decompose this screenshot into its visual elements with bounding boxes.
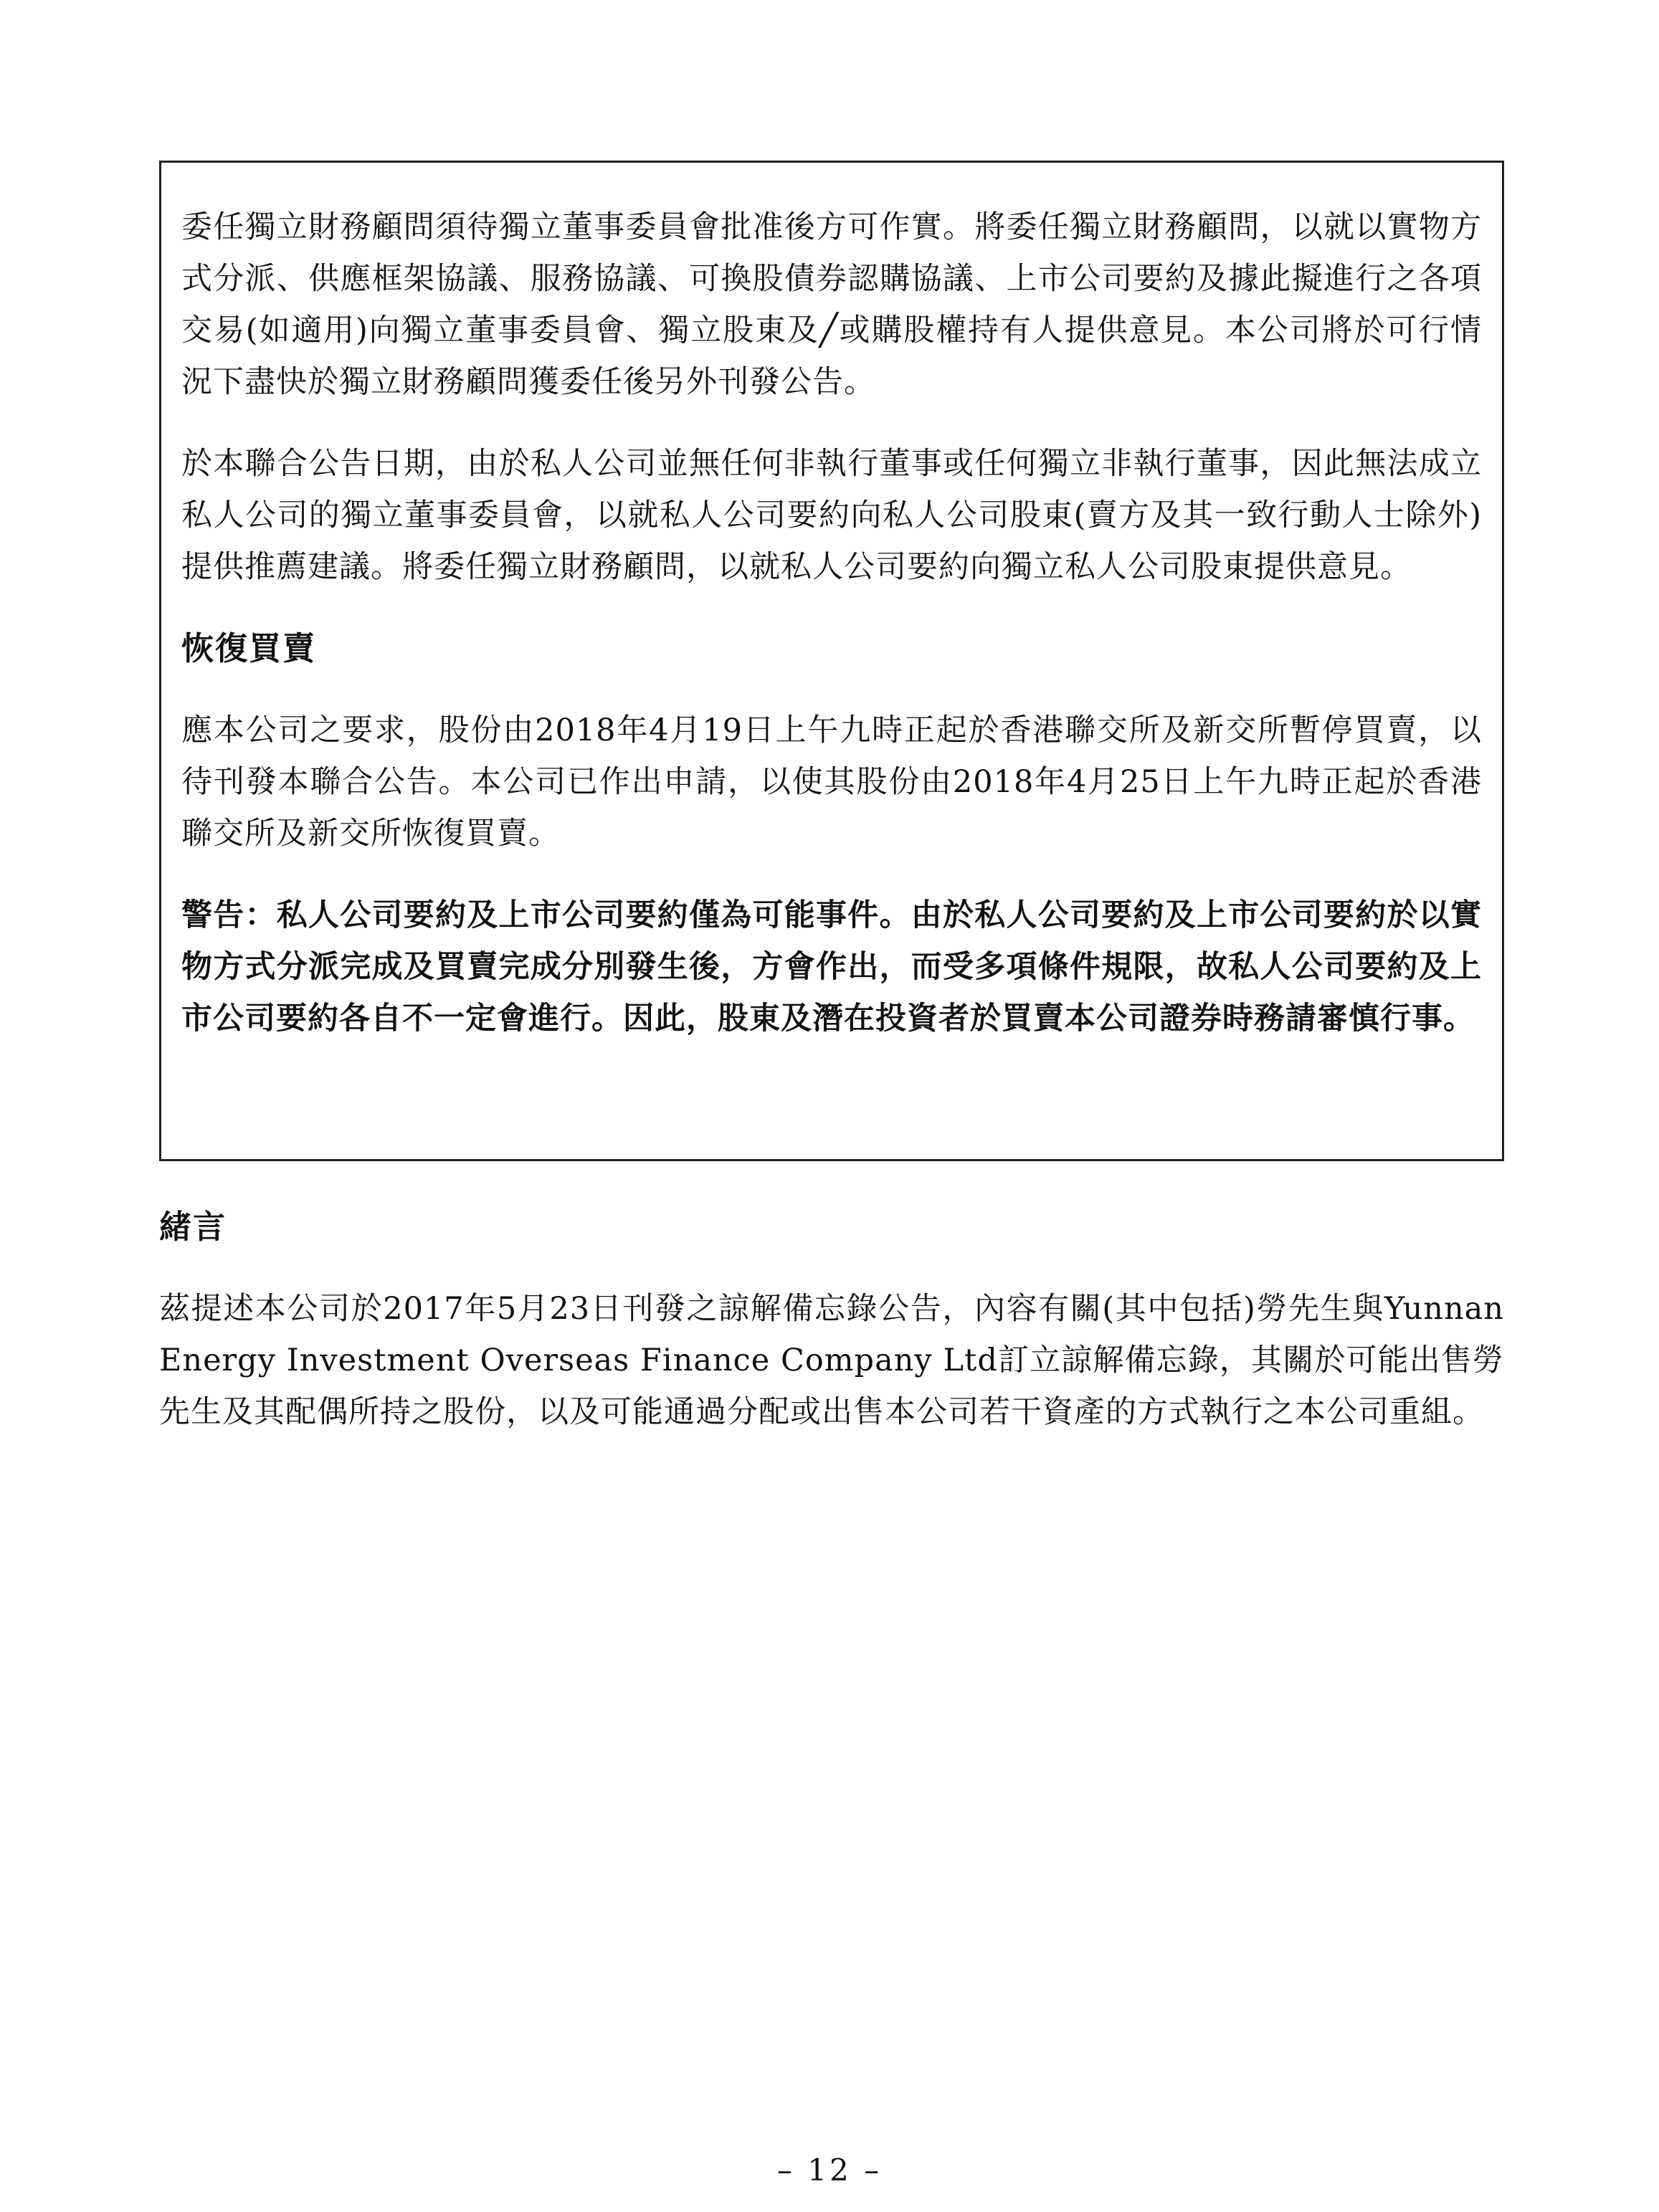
boxed-notice (159, 161, 1504, 1161)
resumption-paragraph: 應本公司之要求，股份由2018年4月19日上午九時正起於香港聯交所及新交所暫停買賣，以待刊發本聯合公告。本公司已作出申請，以使其股份由2018年4月25日上午九時正起於香港聯交所及新交所恢復買賣。 (181, 712, 1482, 852)
page-number: – 12 – (776, 2153, 883, 2188)
introduction-section (159, 1201, 1504, 1438)
introduction-paragraph: 茲提述本公司於2017年5月23日刊發之諒解備忘錄公告，內容有關(其中包括)勞先生與Yunnan Energy Investment Overseas Finance Company Ltd訂立諒解備忘錄，其關於可能出售勞先生及其配偶所持之股份，以及可能通過分配或出售本公司若干資產的方式執行之本公司重組。 (159, 1291, 1504, 1430)
private-company-ibc-paragraph: 於本聯合公告日期，由於私人公司並無任何非執行董事或任何獨立非執行董事，因此無法成立私人公司的獨立董事委員會，以就私人公司要約向私人公司股東(賣方及其一致行動人士除外)提供推薦建議。將委任獨立財務顧問，以就私人公司要約向獨立私人公司股東提供意見。 (181, 446, 1482, 585)
warning-paragraph: 警告：私人公司要約及上市公司要約僅為可能事件。由於私人公司要約及上市公司要約於以實物方式分派完成及買賣完成分別發生後，方會作出，而受多項條件規限，故私人公司要約及上市公司要約各自不一定會進行。因此，股東及潛在投資者於買賣本公司證券時務請審慎行事。 (181, 897, 1482, 1036)
ifa-appointment-paragraph: 委任獨立財務顧問須待獨立董事委員會批准後方可作實。將委任獨立財務顧問，以就以實物方式分派、供應框架協議、服務協議、可換股債券認購協議、上市公司要約及據此擬進行之各項交易(如適用)向獨立董事委員會、獨立股東及╱或購股權持有人提供意見。本公司將於可行情況下盡快於獨立財務顧問獲委任後另外刊發公告。 (181, 209, 1482, 400)
resumption-heading: 恢復買賣 (181, 629, 317, 667)
introduction-heading: 緒言 (159, 1208, 227, 1246)
